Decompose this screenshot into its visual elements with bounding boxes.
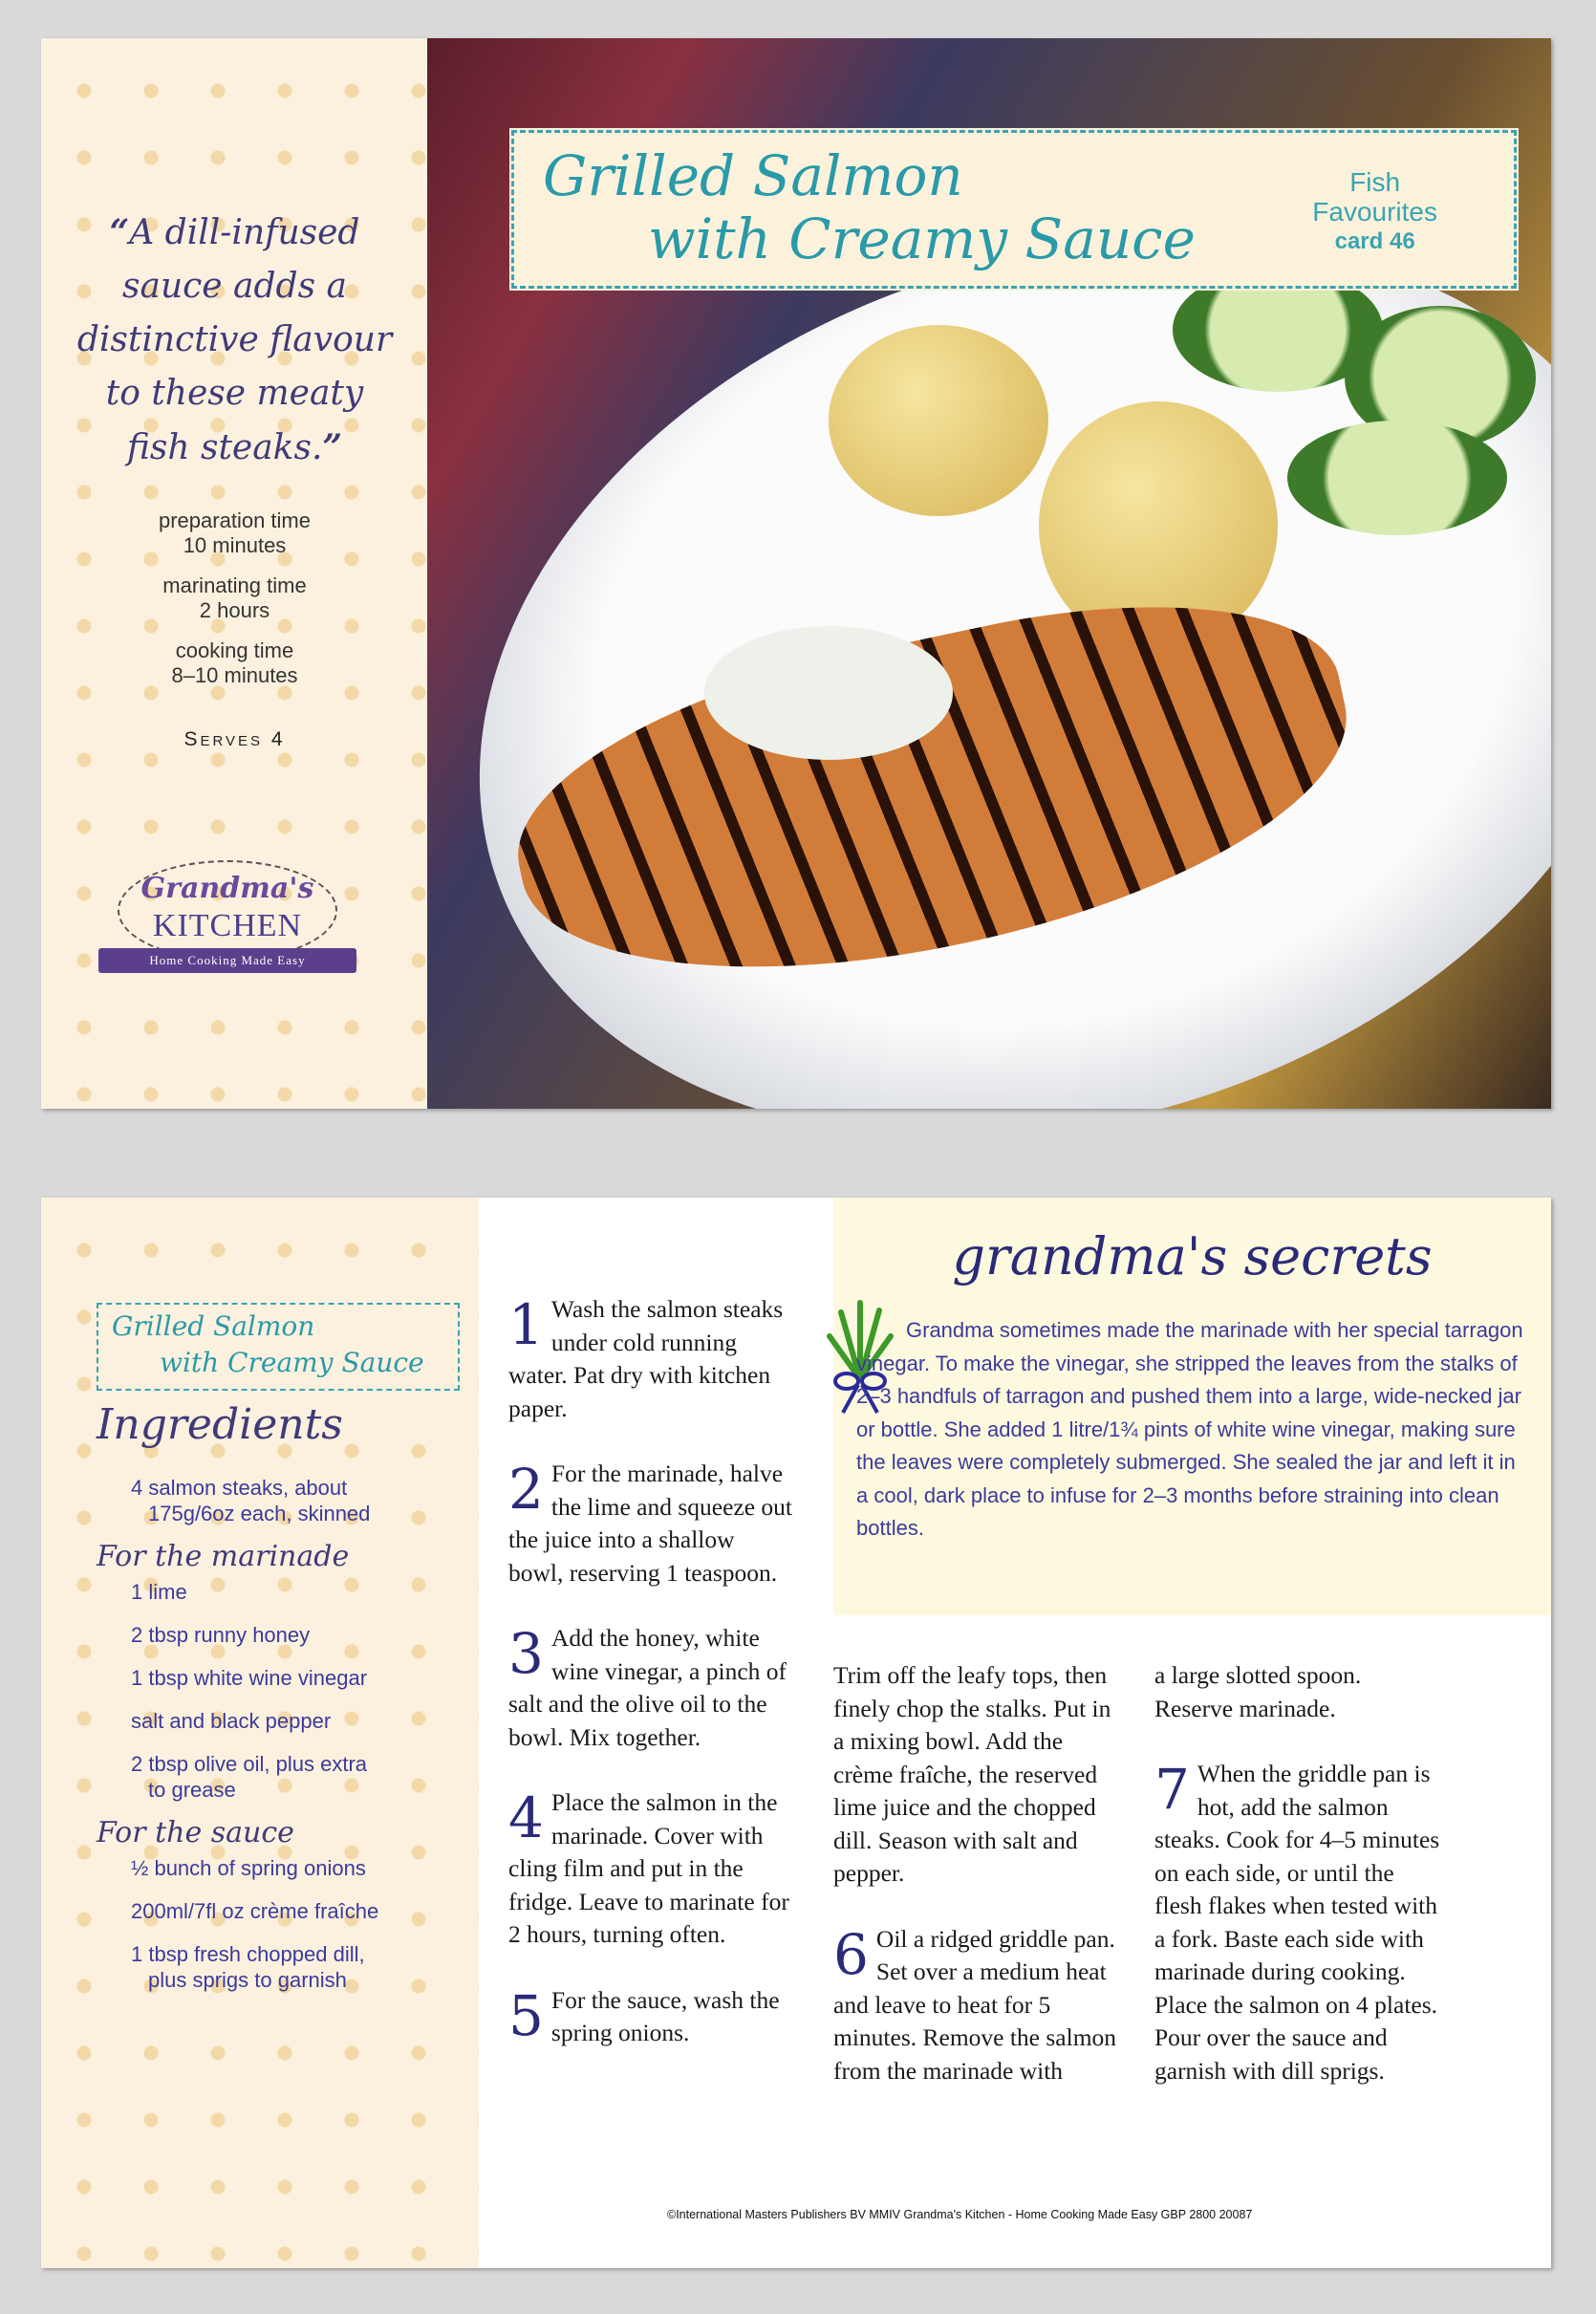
prep-time-label: preparation time (159, 508, 311, 532)
title-line2: with Creamy Sauce (648, 206, 1196, 271)
ingredient-item: salt and black pepper (131, 1709, 332, 1733)
logo-line2: KITCHEN (152, 908, 303, 943)
secrets-heading: grandma's secrets (952, 1226, 1433, 1287)
quote-open-mark: “ (109, 212, 130, 252)
ingredient-line: 2 tbsp olive oil, plus extra (131, 1752, 368, 1776)
ingredients-panel (41, 1198, 479, 2268)
step-6 (833, 1923, 1120, 2088)
step-number: 2 (508, 1457, 544, 1522)
step-text: Place the salmon in the marinade. Cover with cling film and put in the fridge. Leave to marinate for 2 hours, turning often. (508, 1788, 789, 1948)
marinating-time-label: marinating time (162, 573, 307, 597)
step-number: 3 (508, 1621, 544, 1686)
secrets-body: Grandma sometimes made the marinade with her special tarragon vinegar. To make the vinegar, she stripped the leaves from the stalks of 2–3 handfuls of tarragon and pushed them into a large, wide-necked jar or bottle. She added 1 litre/1¾ pints of white wine vinegar, making sure the leaves were completely submerged. She sealed the jar and left it in a cool, dark place to infuse for 2–3 months before straining into clean bottles. (856, 1318, 1523, 1540)
ingredient-line: to grease (148, 1778, 236, 1802)
ingredient-line: 175g/6oz each, skinned (148, 1502, 371, 1525)
step-3 (508, 1622, 795, 1754)
ingredient-item: 2 tbsp runny honey (131, 1623, 311, 1647)
copyright-footer: ©International Masters Publishers BV MMIV Grandma's Kitchen - Home Cooking Made Easy GBP 2800 20087 (667, 2208, 1253, 2221)
quote (70, 205, 399, 475)
step-number: 4 (508, 1785, 544, 1850)
cooking-time-value: 8–10 minutes (171, 663, 298, 687)
title-line1: Grilled Salmon (543, 143, 963, 208)
mini-recipe-title (97, 1303, 460, 1391)
prep-time (70, 508, 399, 558)
step-text: When the griddle pan is hot, add the salmon steaks. Cook for 4–5 minutes on each side, or until the flesh flakes when tested with a fork. Baste each side with marinade during cooking. Place the salmon on 4 plates. Pour over the sauce and garnish with dill sprigs. (1154, 1760, 1440, 2085)
prep-time-value: 10 minutes (183, 533, 287, 557)
category-line2: Favourites (1312, 197, 1437, 227)
ingredient-item (97, 1941, 460, 1993)
step-number: 1 (508, 1292, 544, 1357)
category-label (1312, 167, 1437, 256)
logo-tagline: Home Cooking Made Easy (98, 948, 356, 973)
step-5 (508, 1984, 795, 2050)
ingredient-item: ½ bunch of spring onions (131, 1856, 366, 1880)
quote-close-mark: ” (322, 427, 343, 467)
recipe-title (543, 144, 1196, 270)
steps-column-1 (508, 1293, 795, 2083)
step-text: Trim off the leafy tops, then finely chop the stalks. Put in a mixing bowl. Add the crème fraîche, the reserved lime juice and the chopped dill. Season with salt and pepper. (833, 1661, 1111, 1887)
step-text: Add the honey, white wine vinegar, a pinch of salt and the olive oil to the bowl. Mix together. (508, 1624, 787, 1751)
step-6-continued (1154, 1659, 1441, 1725)
secrets-text (856, 1314, 1525, 1546)
card-number: card 46 (1334, 228, 1415, 254)
ingredient-item: 200ml/7fl oz crème fraîche (131, 1899, 379, 1923)
cooking-time (70, 638, 399, 688)
step-2 (508, 1458, 795, 1590)
ingredient-item (97, 1475, 460, 1526)
steps-column-2 (833, 1659, 1120, 2120)
step-1 (508, 1293, 795, 1425)
grandmas-secrets-panel (833, 1198, 1551, 1615)
recipe-card-back (41, 1198, 1551, 2268)
grandmas-kitchen-logo (98, 860, 356, 984)
steps-column-3 (1154, 1659, 1441, 2120)
ingredients-list (97, 1475, 460, 2010)
step-text: Oil a ridged griddle pan. Set over a medium heat and leave to heat for 5 minutes. Remove the salmon from the marinade with (833, 1924, 1117, 2085)
step-text: For the sauce, wash the spring onions. (550, 1985, 780, 2046)
serves: Serves 4 (183, 728, 286, 750)
marinating-time-value: 2 hours (199, 598, 270, 622)
marinating-time (70, 573, 399, 623)
logo-line1: Grandma's (140, 872, 314, 905)
ingredient-line: 1 tbsp fresh chopped dill, (131, 1942, 365, 1966)
front-side-panel (41, 38, 427, 1109)
ingredient-line: plus sprigs to garnish (148, 1968, 347, 1992)
marinade-heading: For the marinade (97, 1540, 350, 1573)
cooking-time-label: cooking time (175, 638, 294, 662)
step-5-continued (833, 1659, 1120, 1891)
step-text: Wash the salmon steaks under cold running water. Pat dry with kitchen paper. (508, 1295, 784, 1422)
recipe-card-front (41, 38, 1551, 1109)
sauce-heading: For the sauce (97, 1816, 294, 1849)
step-7 (1154, 1758, 1441, 2087)
mini-title-line1: Grilled Salmon (112, 1310, 315, 1342)
step-number: 5 (508, 1982, 544, 2048)
step-text: For the marinade, halve the lime and squeeze out the juice into a shallow bowl, reserving 1 teaspoon. (508, 1460, 792, 1587)
ingredient-line: 4 salmon steaks, about (131, 1476, 348, 1500)
step-text: a large slotted spoon. Reserve marinade. (1154, 1661, 1362, 1722)
step-number: 7 (1154, 1757, 1190, 1822)
ingredient-item (97, 1751, 460, 1803)
ingredient-item: 1 lime (131, 1580, 187, 1604)
category-line1: Fish (1349, 167, 1401, 197)
recipe-times (70, 508, 399, 703)
recipe-title-box (511, 130, 1517, 289)
ingredients-heading: Ingredients (97, 1400, 343, 1449)
quote-text: A dill-infused sauce adds a distinctive flavour to these meaty fish steaks. (76, 213, 393, 467)
step-4 (508, 1786, 795, 1952)
ingredient-item: 1 tbsp white wine vinegar (131, 1666, 368, 1690)
step-number: 6 (833, 1921, 869, 1987)
mini-title-line2: with Creamy Sauce (160, 1347, 424, 1378)
